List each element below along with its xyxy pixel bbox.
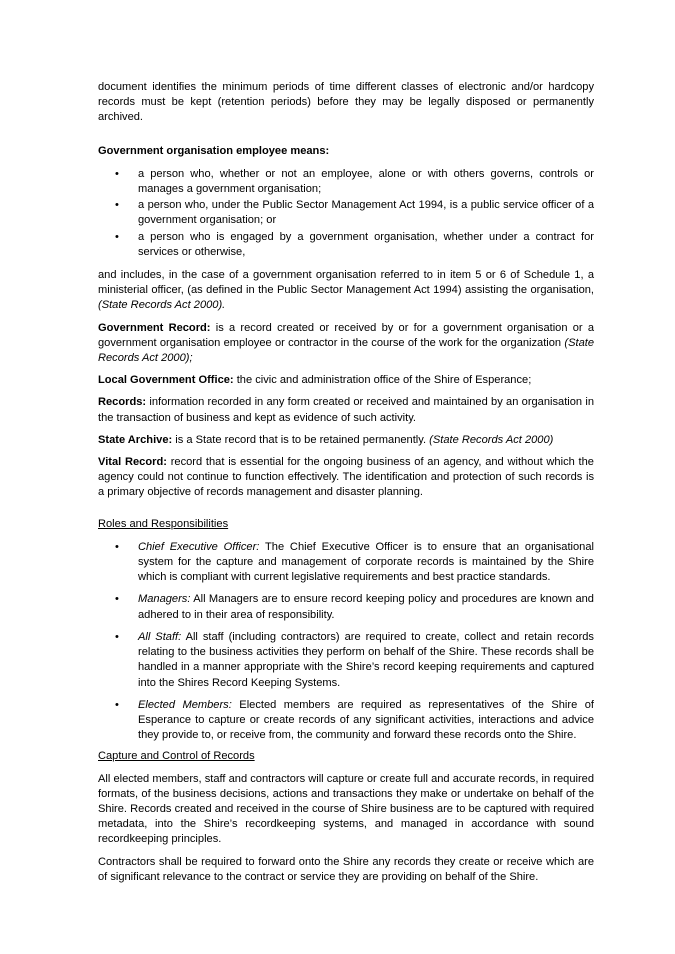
capture-paragraph: Contractors shall be required to forward onto the Shire any records they create or receive which are of significant relevance to the contract or service they are providing on behalf of the Shire. bbox=[98, 855, 594, 883]
role-title: Chief Executive Officer: bbox=[138, 540, 260, 553]
goe-trailing-paragraph bbox=[98, 268, 594, 314]
goe-list-item: • a person who is engaged by a government organisation, whether under a contract for services or otherwise, bbox=[98, 230, 594, 260]
definition-records bbox=[98, 395, 594, 425]
role-title: All Staff: bbox=[138, 630, 182, 643]
goe-trailing-citation: (State Records Act 2000). bbox=[98, 299, 226, 312]
document-page bbox=[98, 80, 594, 885]
definition-citation: (State Records Act 2000); bbox=[98, 336, 594, 365]
role-item bbox=[98, 540, 594, 586]
definition-text: is a record created or received by or for a government organisation or a government organisation employee or contractor in the course of the work for the organization bbox=[98, 321, 595, 349]
definition-term: Government Record: bbox=[98, 321, 211, 334]
goe-list bbox=[98, 167, 594, 260]
role-item bbox=[98, 630, 594, 691]
role-title: Managers: bbox=[138, 593, 191, 606]
role-text: All Managers are to ensure record keeping policy and procedures are known and adhered to in their area of responsibility. bbox=[138, 593, 594, 621]
definition-term: Local Government Office: bbox=[98, 374, 234, 387]
capture-paragraph: All elected members, staff and contractors will capture or create full and accurate records, in required formats, of the business decisions, actions and transactions they make or undertake on behalf of the Shire. Records created and received in the course of Shire business are to be captured with required metadata, into the Shire’s recordkeeping systems, and managed in accordance with sound recordkeeping principles. bbox=[98, 772, 594, 846]
definition-vital-record bbox=[98, 455, 594, 501]
goe-list-item: • a person who, whether or not an employee, alone or with others governs, controls or manages a government organisation; bbox=[98, 167, 594, 197]
role-text: All staff (including contractors) are required to create, collect and retain records relating to the business activities they perform on behalf of the Shire. These records shall be handled in a manner appropriate with the Shire’s record keeping requirements and captured into the Shires Record Keeping Systems. bbox=[138, 630, 594, 689]
definition-state-archive bbox=[98, 433, 594, 448]
definition-term: State Archive: bbox=[98, 433, 173, 446]
roles-list bbox=[98, 540, 594, 743]
goe-trailing-text: and includes, in the case of a government organisation referred to in item 5 or 6 of Schedule 1, a ministerial officer, (as defined in the Public Sector Management Act 1994) assisting the organisation, bbox=[98, 269, 594, 297]
definition-text: the civic and administration office of the Shire of Esperance; bbox=[236, 374, 532, 387]
intro-continuation-paragraph: document identifies the minimum periods of time different classes of electronic and/or hardcopy records must be kept (retention periods) before they may be legally disposed or permanently archived. bbox=[98, 81, 594, 124]
definition-text: is a State record that is to be retained permanently. bbox=[175, 433, 427, 446]
role-text: Elected members are required as representatives of the Shire of Esperance to capture or create records of any significant activities, interactions and advice they provide to, or receive from, the community and forward these records onto the Shire. bbox=[138, 698, 594, 742]
role-item bbox=[98, 592, 594, 622]
role-item bbox=[98, 698, 594, 744]
definition-text: information recorded in any form created or received and maintained by an organisation in the transaction of business and kept as evidence of such activity. bbox=[98, 396, 594, 424]
roles-heading: Roles and Responsibilities bbox=[98, 517, 229, 530]
definition-term: Vital Record: bbox=[98, 456, 167, 469]
definition-government-record bbox=[98, 321, 594, 367]
role-text: The Chief Executive Officer is to ensure that an organisational system for the capture and management of corporate records is maintained by the Shire which is compliant with current legislative requirements and best practice standards. bbox=[138, 540, 594, 584]
definition-local-government-office bbox=[98, 373, 594, 388]
goe-heading: Government organisation employee means: bbox=[98, 144, 330, 157]
role-title: Elected Members: bbox=[138, 698, 232, 711]
capture-heading: Capture and Control of Records bbox=[98, 750, 255, 763]
goe-list-item: • a person who, under the Public Sector Management Act 1994, is a public service officer of a government organisation; or bbox=[98, 198, 594, 228]
definition-citation: (State Records Act 2000) bbox=[429, 433, 554, 446]
definition-term: Records: bbox=[98, 396, 147, 409]
definition-text: record that is essential for the ongoing business of an agency, and without which the agency could not continue to function effectively. The identification and protection of such records is a primary objective of records management and disaster planning. bbox=[98, 456, 594, 499]
